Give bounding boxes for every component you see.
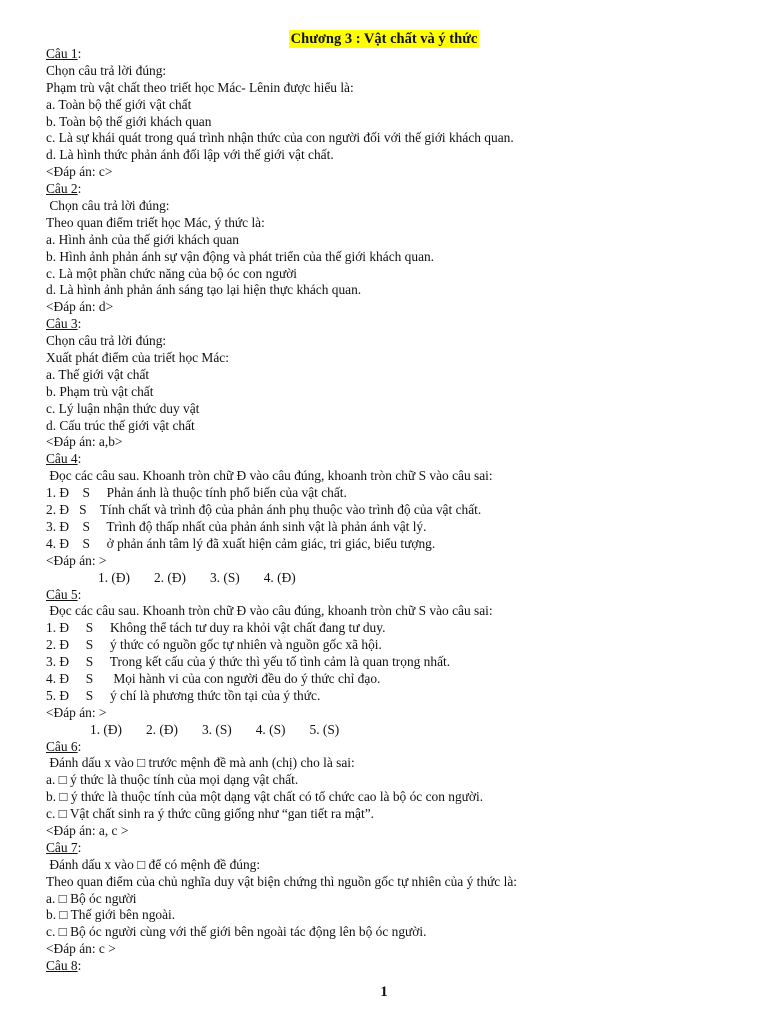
text-line: 2. Đ S ý thức có nguồn gốc tự nhiên và nguồn gốc xã hội. bbox=[46, 637, 382, 653]
text-line: <Đáp án: > bbox=[46, 552, 107, 568]
text-line: Chọn câu trả lời đúng: bbox=[46, 333, 167, 349]
question-heading bbox=[46, 587, 746, 604]
question-number: Câu 4 bbox=[46, 451, 78, 467]
text-line: a. □ ý thức là thuộc tính của mọi dạng vật chất. bbox=[46, 772, 299, 788]
text-line: 2. Đ S Tính chất và trình độ của phản ánh phụ thuộc vào trình độ của vật chất. bbox=[46, 502, 482, 518]
question-number-colon: : bbox=[77, 46, 82, 61]
answer-key-item: 5. (S) bbox=[309, 721, 340, 737]
question-number-colon: : bbox=[77, 316, 82, 332]
text-line: b. Toàn bộ thế giới khách quan bbox=[46, 113, 212, 129]
text-line: Đọc các câu sau. Khoanh tròn chữ Đ vào câu đúng, khoanh tròn chữ S vào câu sai: bbox=[46, 468, 493, 484]
answer-key-row bbox=[46, 570, 746, 587]
text-line: 5. Đ S ý chí là phương thức tồn tại của ý thức. bbox=[46, 687, 321, 703]
question-number: Câu 2 bbox=[46, 181, 78, 197]
answer-key-item: 4. (Đ) bbox=[263, 569, 296, 585]
text-line: Phạm trù vật chất theo triết học Mác- Lênin được hiểu là: bbox=[46, 79, 354, 95]
answer-key-item: 1. (Đ) bbox=[98, 569, 130, 585]
text-line: a. Hình ảnh của thế giới khách quan bbox=[46, 231, 240, 247]
question-number-colon: : bbox=[77, 839, 82, 855]
text-line: 4. Đ S Mọi hành vi của con người đều do ý thức chỉ đạo. bbox=[46, 670, 381, 686]
text-line: <Đáp án: > bbox=[46, 704, 107, 720]
question-heading bbox=[46, 451, 746, 468]
text-line: 4. Đ S ở phản ánh tâm lý đã xuất hiện cảm giác, tri giác, biểu tượng. bbox=[46, 535, 436, 551]
text-line: <Đáp án: a,b> bbox=[46, 434, 123, 450]
text-line: b. □ ý thức là thuộc tính của một dạng vật chất có tổ chức cao là bộ óc con người. bbox=[46, 789, 484, 805]
answer-key-item: 1. (Đ) bbox=[90, 721, 122, 737]
question-number: Câu 3 bbox=[46, 316, 78, 332]
text-line: c. Là sự khái quát trong quá trình nhận thức của con người đối với thế giới khách quan. bbox=[46, 130, 514, 146]
page-number: 1 bbox=[380, 984, 388, 1000]
text-line: <Đáp án: c> bbox=[46, 164, 113, 180]
text-line: Theo quan điểm của chủ nghĩa duy vật biện chứng thì nguồn gốc tự nhiên của ý thức là: bbox=[46, 873, 517, 889]
chapter-title: Chương 3 : Vật chất và ý thức bbox=[290, 31, 478, 47]
question-number-colon: : bbox=[77, 958, 82, 974]
text-line: b. Phạm trù vật chất bbox=[46, 383, 154, 399]
text-line: a. Toàn bộ thế giới vật chất bbox=[46, 96, 192, 112]
question-number-colon: : bbox=[77, 738, 82, 754]
question-heading bbox=[46, 316, 746, 333]
text-line: c. □ Bộ óc người cùng với thế giới bên ngoài tác động lên bộ óc người. bbox=[46, 924, 427, 940]
text-line: <Đáp án: a, c > bbox=[46, 822, 129, 838]
answer-key-item: 2. (Đ) bbox=[153, 569, 186, 585]
question-heading bbox=[46, 181, 746, 198]
answer-key-item: 4. (S) bbox=[255, 721, 286, 737]
text-line: c. Lý luận nhận thức duy vật bbox=[46, 400, 200, 416]
text-line: <Đáp án: c > bbox=[46, 941, 116, 957]
text-line: <Đáp án: d> bbox=[46, 299, 114, 315]
question-number: Câu 5 bbox=[46, 586, 78, 602]
text-line: Xuất phát điểm của triết học Mác: bbox=[46, 350, 229, 366]
text-line: d. Là hình ảnh phản ánh sáng tạo lại hiện thực khách quan. bbox=[46, 282, 362, 298]
text-line: c. Là một phần chức năng của bộ óc con người bbox=[46, 265, 298, 281]
text-line: Chọn câu trả lời đúng: bbox=[46, 198, 170, 214]
question-number: Câu 6 bbox=[46, 738, 78, 754]
question-number: Câu 8 bbox=[46, 958, 78, 974]
text-line: Theo quan điểm triết học Mác, ý thức là: bbox=[46, 214, 265, 230]
question-number-colon: : bbox=[77, 451, 82, 467]
text-line: Đọc các câu sau. Khoanh tròn chữ Đ vào câu đúng, khoanh tròn chữ S vào câu sai: bbox=[46, 603, 493, 619]
text-line: d. Là hình thức phản ánh đối lập với thế giới vật chất. bbox=[46, 147, 334, 163]
text-line: 3. Đ S Trình độ thấp nhất của phản ánh sinh vật là phản ánh vật lý. bbox=[46, 518, 427, 534]
question-heading bbox=[46, 840, 746, 857]
text-line: c. □ Vật chất sinh ra ý thức cũng giống như “gan tiết ra mật”. bbox=[46, 806, 375, 822]
text-line: a. Thế giới vật chất bbox=[46, 366, 150, 382]
question-list bbox=[46, 46, 746, 975]
text-line: Chọn câu trả lời đúng: bbox=[46, 62, 167, 78]
question-number: Câu 7 bbox=[46, 839, 78, 855]
answer-key-item: 2. (Đ) bbox=[145, 721, 178, 737]
question-heading bbox=[46, 958, 746, 975]
text-line: 3. Đ S Trong kết cấu của ý thức thì yếu tố tình cảm là quan trọng nhất. bbox=[46, 654, 451, 670]
text-line: d. Cấu trúc thế giới vật chất bbox=[46, 417, 195, 433]
text-line: Đánh dấu x vào □ trước mệnh đề mà anh (chị) cho là sai: bbox=[46, 755, 355, 771]
text-line: b. □ Thế giới bên ngoài. bbox=[46, 907, 176, 923]
question-number: Câu 1 bbox=[46, 46, 78, 61]
question-number-colon: : bbox=[77, 181, 82, 197]
answer-key-row bbox=[46, 722, 746, 739]
question-heading bbox=[46, 739, 746, 756]
text-line: b. Hình ảnh phản ánh sự vận động và phát triển của thế giới khách quan. bbox=[46, 248, 435, 264]
text-line: Đánh dấu x vào □ để có mệnh đề đúng: bbox=[46, 856, 261, 872]
question-heading bbox=[46, 46, 746, 63]
text-line: 1. Đ S Phản ánh là thuộc tính phổ biến của vật chất. bbox=[46, 485, 347, 501]
answer-key-item: 3. (S) bbox=[209, 569, 240, 585]
text-line: a. □ Bộ óc người bbox=[46, 890, 137, 906]
answer-key-item: 3. (S) bbox=[201, 721, 232, 737]
question-number-colon: : bbox=[77, 586, 82, 602]
text-line: 1. Đ S Không thể tách tư duy ra khỏi vật chất đang tư duy. bbox=[46, 620, 386, 636]
